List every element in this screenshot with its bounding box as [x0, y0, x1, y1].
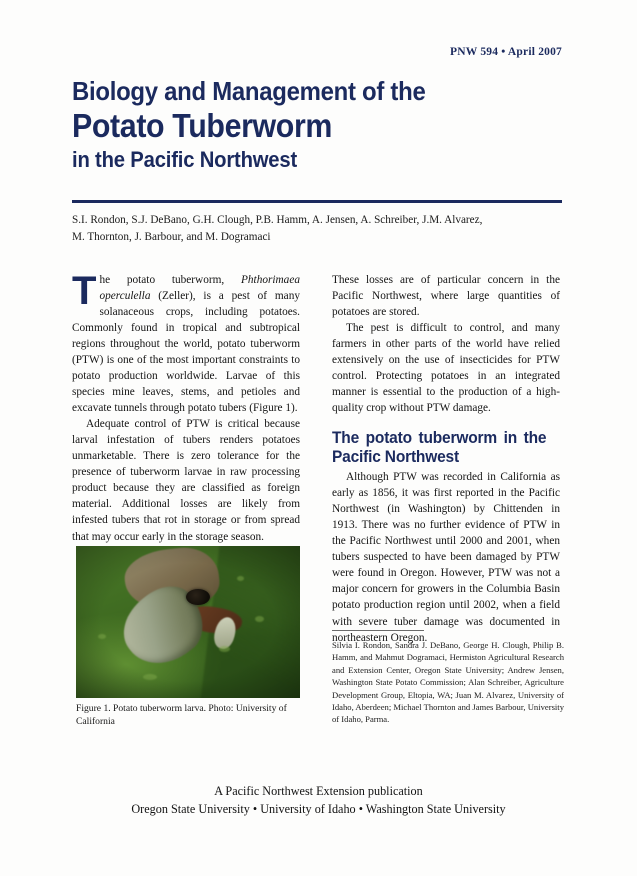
section-heading: The potato tuberworm in the Pacific Northwest: [332, 429, 547, 466]
affiliations-divider-rule: [332, 630, 424, 631]
footer-line-2: Oregon State University • University of Idaho • Washington State University: [131, 802, 506, 817]
body-column-right: [332, 272, 560, 646]
drop-cap: T: [72, 269, 97, 313]
title-line-1: Biology and Management of the: [72, 76, 426, 106]
paragraph-history: Although PTW was recorded in California as early as 1856, it was first reported in the Pacific Northwest (in Washington) by Chittenden in 1913. There was no further evidence of PTW in the Pacific Northwest until 2000 and 2001, when tubers suspected to have been damaged by PTW were found in Oregon. However, PTW was not a major concern for growers in the Columbia Basin potato production region until 2002, when a field with severe tuber damage was documented in northeastern Oregon.: [332, 471, 560, 644]
intro-text-a: he potato tuberworm,: [99, 274, 241, 286]
paragraph-pest-control: The pest is difficult to control, and many farmers in other parts of the world have relied extensively on the use of insecticides for PTW control. Protecting potatoes in an integrated manner is essential to the production of a high-quality crop without PTW damage.: [332, 322, 560, 415]
title-line-2: Potato Tuberworm: [72, 106, 333, 144]
photo-vignette: [76, 546, 300, 698]
page-footer: [0, 782, 637, 819]
document-title: [72, 78, 572, 172]
body-column-left: [72, 269, 300, 545]
author-line-1: S.I. Rondon, S.J. DeBano, G.H. Clough, P.B. Hamm, A. Jensen, A. Schreiber, J.M. Alvarez,: [72, 214, 483, 226]
paragraph-control: Adequate control of PTW is critical because larval infestation of tubers renders potatoes unmarketable. There is zero tolerance for the presence of tuberworm larvae in raw processing product because they are classified as foreign material. Additional losses are likely from infested tubers that rot in storage or from spread that may occur early in the storage season.: [72, 418, 300, 543]
larva-photo: [76, 546, 300, 698]
publication-id: PNW 594 • April 2007: [450, 46, 562, 58]
author-list: [72, 212, 552, 247]
species-name: Phthorimaea operculella: [99, 274, 300, 303]
figure-caption: Figure 1. Potato tuberworm larva. Photo: University of California: [76, 703, 287, 727]
author-line-2: M. Thornton, J. Barbour, and M. Dogramaci: [72, 231, 271, 244]
affiliations-text: Silvia I. Rondon, Sandra J. DeBano, George H. Clough, Philip B. Hamm, and Mahmut Dogramaci, Hermiston Agricultural Research and Extension Center, Oregon State University; Andrew Jensen, Washington State Potato Commission; Alan Schreiber, Agriculture Development Group, Eltopia, WA; Juan M. Alvarez, University of Idaho, Aberdeen; Michael Thornton and James Barbour, University of Idaho, Parma.: [332, 640, 564, 725]
title-divider-rule: [72, 200, 562, 203]
affiliations-block: [332, 630, 564, 726]
paragraph-intro: [72, 269, 300, 416]
footer-line-1: A Pacific Northwest Extension publication: [214, 784, 423, 798]
intro-text-b: (Zeller), is a pest of many solanaceous crops, including potatoes. Commonly found in tropical and subtropical regions throughout the world, potato tuberworm (PTW) is one of the most important constraints to potato production worldwide. Larvae of this species mine leaves, stems, and petioles and excavate tunnels through potato tubers (Figure 1).: [72, 290, 300, 415]
figure-1: [76, 546, 300, 729]
title-line-3: in the Pacific Northwest: [72, 146, 298, 172]
paragraph-losses: These losses are of particular concern in the Pacific Northwest, where large quantities of potatoes are stored.: [332, 274, 560, 319]
